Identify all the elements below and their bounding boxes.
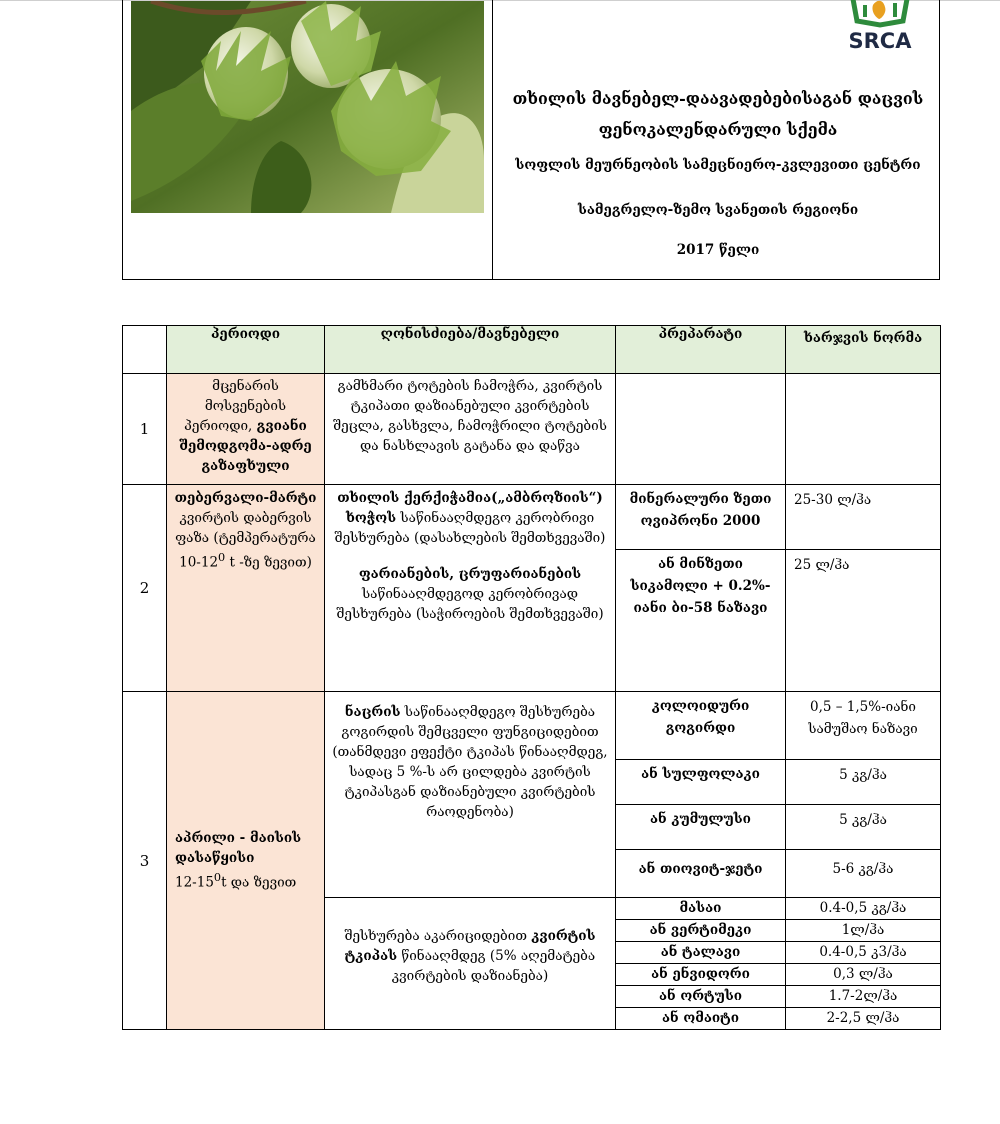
measure-bold: ფარიანების, ცრუფარიანების — [358, 566, 582, 582]
period-text-end: t და ზევით — [221, 874, 297, 891]
region-name: სამეგრელო-ზემო სვანეთის რეგიონი — [577, 202, 859, 218]
measure-bold: კვირტის ტკიპას — [344, 928, 596, 964]
measure-text: წინააღმდეგ (5% აღემატება კვირტების დაზიანება) — [391, 948, 596, 984]
preparation-cell — [616, 964, 786, 986]
logo-text: SRCA — [848, 29, 912, 53]
preparation-cell — [616, 986, 786, 1008]
header-rate: ხარჯვის ნორმა — [786, 326, 941, 374]
table-header-row — [123, 326, 941, 374]
rate-value: 25-30 ლ/ჰა — [794, 492, 872, 508]
preparation-cell — [616, 920, 786, 942]
preparation-cell — [616, 805, 786, 850]
phenocalendar-table — [122, 325, 941, 1030]
srca-logo — [835, 0, 925, 59]
period-bold: თებერვალი-მარტი — [174, 490, 317, 506]
rate-cell — [786, 898, 941, 920]
row-number: 3 — [123, 692, 167, 1030]
rate-value: 0,5 – 1,5%-იანი სამუშაო ნაზავი — [808, 699, 918, 737]
period-bold: გვიანი შემოდგომა-ადრე გაზაფხული — [179, 418, 312, 474]
rate-value: 5 კგ/ჰა — [839, 812, 887, 828]
table-row — [123, 374, 941, 485]
preparation-cell — [616, 760, 786, 805]
rate-value: 1.7-2ლ/ჰა — [828, 988, 898, 1004]
document-year: 2017 წელი — [676, 242, 760, 258]
preparation-name: ან მინზეთი სიკამოლი + 0.2%-იანი ბი-58 ნაზავი — [630, 556, 771, 616]
rate-cell — [786, 1008, 941, 1030]
rate-cell — [786, 964, 941, 986]
preparation-name: მინერალური ზეთი ოვიპრონი 2000 — [629, 491, 772, 529]
header-preparation: პრეპარატი — [616, 326, 786, 374]
organization-name: სოფლის მეურნეობის სამეცნიერო-კვლევითი ცენტრი — [515, 157, 921, 173]
header-box — [122, 0, 940, 280]
preparation-name: ან ვერტიმეკი — [649, 922, 752, 938]
period-text: კვირტის დაბერვის ფაზა (ტემპერატურა 10-12 — [175, 510, 316, 571]
degree-sup: 0 — [213, 871, 222, 885]
preparation-name: ან ტალავი — [660, 944, 741, 960]
rate-cell — [786, 986, 941, 1008]
header-measure: ღონისძიება/მავნებელი — [325, 326, 616, 374]
preparation-name: მასაი — [679, 900, 722, 916]
period-text-end: t -ზე ზევით) — [225, 554, 312, 571]
preparation-name: ან კუმულუსი — [650, 811, 751, 827]
preparation-name: ან სულფოლაკი — [641, 766, 760, 782]
rate-cell — [786, 374, 941, 485]
measure-cell — [325, 485, 616, 692]
rate-value: 0.4-0,5 კ3/ჰა — [819, 944, 907, 960]
period-bold: აპრილი - მაისის დასაწყისი — [175, 830, 302, 867]
measure-text: საწინააღმდეგოდ კერობრივად შესხურება (საჭიროების შემთხვევაში) — [336, 586, 604, 622]
header-divider — [492, 0, 493, 279]
preparation-cell — [616, 550, 786, 692]
measure-text: საწინააღმდეგო კერობრივი შესხურება (დასახლების შემთხვევაში) — [334, 510, 606, 546]
rate-value: 1ლ/ჰა — [841, 922, 885, 938]
hazelnut-photo — [131, 1, 484, 213]
srca-emblem-icon — [835, 0, 925, 29]
period-cell — [167, 485, 325, 692]
period-text: 12-15 — [175, 874, 214, 891]
measure-bold: ნაცრის — [344, 704, 401, 720]
rate-cell — [786, 760, 941, 805]
rate-value: 25 ლ/ჰა — [794, 557, 850, 573]
preparation-cell — [616, 485, 786, 550]
rate-cell — [786, 692, 941, 760]
measure-text: საწინააღმდეგო შესხურება გოგირდის შემცველი ფუნგიციდებით (თანმდევი ეფექტი ტკიპას წინააღმდეგ, სადაც 5 %-ს არ ცილდება კვირტის ტკიპასგან დაზიანებული კვირტების რაოდენობა) — [332, 704, 608, 820]
preparation-name: ან თიოვიტ-ჯეტი — [638, 861, 763, 877]
preparation-cell — [616, 898, 786, 920]
rate-cell — [786, 805, 941, 850]
rate-value: 0.4-0,5 კგ/ჰა — [819, 900, 907, 916]
document-title: თხილის მავნებელ-დაავადებებისაგან დაცვის ფენოკალენდარული სქემა — [512, 89, 924, 139]
rate-cell — [786, 485, 941, 550]
preparation-name: კოლოიდური გოგირდი — [651, 698, 750, 736]
rate-value: 0,3 ლ/ჰა — [833, 966, 893, 982]
preparation-name: ან ენვიდორი — [651, 966, 750, 982]
header-number — [123, 326, 167, 374]
row-number: 2 — [123, 485, 167, 692]
preparation-cell — [616, 942, 786, 964]
rate-value: 5 კგ/ჰა — [839, 767, 887, 783]
table-row — [123, 692, 941, 760]
rate-value: 5-6 კგ/ჰა — [832, 861, 894, 877]
table-row — [123, 485, 941, 550]
measure-cell — [325, 692, 616, 898]
rate-cell — [786, 942, 941, 964]
preparation-cell — [616, 374, 786, 485]
degree-sup: 0 — [218, 551, 226, 564]
period-text: მცენარის მოსვენების პერიოდი, — [184, 378, 287, 434]
row-number: 1 — [123, 374, 167, 485]
measure-text: შესხურება აკარიციდებით — [344, 928, 532, 944]
measure-text: გამხმარი ტოტების ჩამოჭრა, კვირტის ტკიპათი დაზიანებული კვირტების შეცლა, გასხვლა, ჩამოჭრილი ტოტების და ნასხლავის გატანა და დაწვა — [333, 378, 607, 454]
header-period: პერიოდი — [167, 326, 325, 374]
preparation-cell — [616, 692, 786, 760]
measure-cell — [325, 374, 616, 485]
measure-cell — [325, 898, 616, 1030]
period-cell — [167, 692, 325, 1030]
preparation-cell — [616, 1008, 786, 1030]
rate-cell — [786, 920, 941, 942]
measure-bold: თხილის ქერქიჭამია(„ამბროზიის“) ხოჭოს — [337, 490, 603, 526]
preparation-cell — [616, 850, 786, 898]
rate-value: 2-2,5 ლ/ჰა — [826, 1010, 900, 1026]
rate-cell — [786, 550, 941, 692]
preparation-name: ან ორტუსი — [658, 988, 742, 1004]
rate-cell — [786, 850, 941, 898]
preparation-name: ან ომაიტი — [662, 1010, 739, 1026]
period-cell — [167, 374, 325, 485]
